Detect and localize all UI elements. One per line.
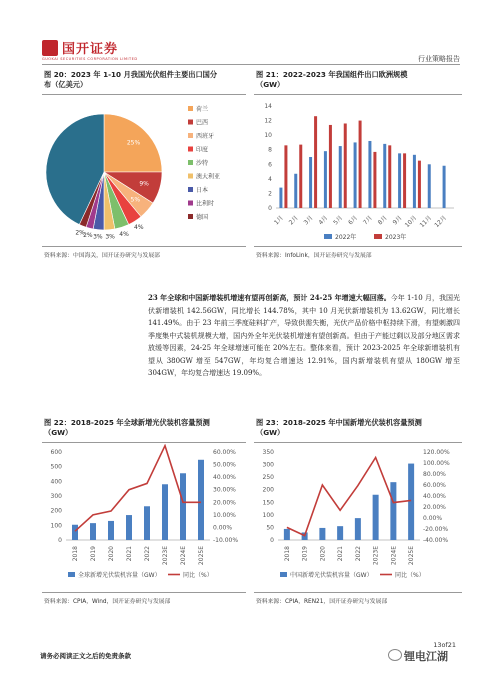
legend-label: 日本 — [196, 187, 209, 194]
page-number: 13of21 — [433, 641, 456, 649]
legend-swatch — [280, 572, 287, 577]
bar — [337, 526, 343, 540]
x-tick-label: 2024E — [180, 546, 187, 566]
bar — [355, 518, 361, 540]
y-tick-label: 400 — [50, 478, 62, 486]
y2-tick-label: 40.00% — [213, 474, 236, 482]
bar — [373, 152, 376, 208]
y2-tick-label: 50.00% — [213, 461, 236, 469]
pie-data-label: 2% — [83, 231, 93, 239]
pie-data-label: 3% — [105, 233, 115, 241]
legend-swatch — [188, 120, 193, 125]
y2-tick-label: -40.00% — [423, 537, 449, 544]
bar — [339, 146, 342, 208]
legend-label: 2022年 — [335, 234, 357, 241]
legend-swatch — [324, 234, 332, 239]
report-header — [0, 0, 500, 66]
fig22-title — [44, 418, 244, 438]
legend-label: 澳大利亚 — [196, 173, 221, 181]
y-tick-label: 12 — [264, 117, 272, 125]
pie-data-label: 9% — [139, 180, 149, 188]
bar — [383, 144, 386, 208]
bar — [428, 164, 431, 208]
header-divider — [42, 64, 460, 65]
legend-label: 中国新增光伏装机容量（GW） — [290, 572, 373, 579]
wechat-icon — [388, 649, 402, 661]
bar — [390, 482, 396, 540]
pie-data-label: 3% — [93, 233, 103, 241]
legend-swatch — [188, 147, 193, 152]
y-tick-label: 500 — [50, 463, 62, 471]
y2-tick-label: 120.00% — [423, 449, 450, 456]
fig22-title-line1: 图 22：2018-2025 年全球新增光伏装机容量预测 — [44, 418, 210, 427]
y2-tick-label: -10.00% — [213, 537, 239, 544]
bar — [354, 142, 357, 208]
x-tick-label: 6月 — [347, 214, 359, 227]
y-tick-label: 8 — [268, 146, 272, 154]
fig21-bottom-divider — [254, 246, 462, 247]
fig21-bar-chart — [254, 96, 462, 246]
x-tick-label: 2019 — [90, 546, 97, 562]
pie-data-label: 25% — [126, 139, 141, 147]
y2-tick-label: 100.00% — [423, 460, 450, 467]
bar — [344, 123, 347, 208]
y-tick-label: 100 — [262, 511, 274, 519]
logo-text: 国开证券 — [62, 42, 119, 57]
fig21-divider — [254, 94, 462, 95]
y-tick-label: 14 — [264, 103, 272, 110]
fig23-bottom-divider — [254, 592, 462, 593]
x-tick-label: 2022 — [354, 546, 362, 562]
legend-label: 比利时 — [196, 200, 215, 208]
y2-tick-label: 20.00% — [423, 504, 446, 511]
y2-tick-label: 10.00% — [213, 511, 236, 519]
x-tick-label: 2022 — [144, 546, 151, 562]
fig20-title-line2: 布（亿美元） — [44, 80, 88, 89]
legend-swatch — [188, 201, 193, 206]
x-tick-label: 5月 — [332, 214, 345, 227]
y-tick-label: 50 — [266, 524, 274, 532]
y-tick-label: 10 — [264, 132, 272, 140]
x-tick-label: 2024E — [390, 546, 398, 566]
legend-label: 2023年 — [385, 234, 407, 241]
x-tick-label: 2020 — [319, 546, 327, 562]
fig23-source: 资料来源：CPIA，REN21，国开证券研究与发展部 — [256, 599, 388, 605]
bar — [180, 473, 186, 540]
logo-icon — [42, 40, 58, 56]
bar — [398, 153, 401, 208]
fig21-title-line2: （GW） — [256, 80, 285, 89]
x-tick-label: 11月 — [418, 214, 434, 230]
x-tick-label: 2023E — [372, 546, 380, 566]
x-tick-label: 2023E — [162, 546, 169, 566]
legend-label: 同比（%） — [183, 572, 213, 579]
y-tick-label: 600 — [50, 449, 62, 456]
y2-tick-label: 60.00% — [423, 482, 446, 489]
legend-label: 巴西 — [196, 119, 209, 127]
legend-swatch — [188, 106, 193, 111]
bar — [368, 141, 371, 208]
pie-data-label: 5% — [130, 196, 141, 204]
fig20-divider — [42, 94, 246, 95]
bar — [418, 161, 421, 208]
bar — [443, 166, 446, 208]
legend-swatch — [374, 234, 382, 239]
x-tick-label: 2018 — [72, 546, 79, 562]
x-tick-label: 8月 — [376, 214, 389, 227]
fig21-title-line1: 图 21：2022-2023 年我国组件出口欧洲规模 — [256, 70, 408, 79]
y2-tick-label: -20.00% — [423, 526, 449, 533]
y-tick-label: 300 — [50, 493, 62, 500]
x-tick-label: 2018 — [283, 546, 291, 562]
x-tick-label: 4月 — [317, 214, 330, 227]
y-tick-label: 0 — [270, 537, 274, 544]
fig23-title-line2: （GW） — [256, 428, 285, 437]
bar — [126, 515, 132, 540]
fig23-divider — [254, 442, 462, 443]
y-tick-label: 6 — [268, 161, 272, 169]
legend-label: 西班牙 — [196, 133, 215, 140]
fig20-source: 资料来源：中国海关，国开证券研究与发展部 — [44, 253, 160, 259]
pie-data-label: 4% — [119, 230, 129, 238]
x-tick-label: 1月 — [272, 214, 285, 227]
x-tick-label: 7月 — [361, 214, 374, 227]
legend-swatch — [188, 174, 193, 179]
y-tick-label: 200 — [262, 486, 274, 494]
y-tick-label: 250 — [262, 474, 274, 482]
fig22-title-line2: （GW） — [44, 428, 73, 437]
bar — [294, 174, 297, 208]
bar — [284, 529, 290, 540]
x-tick-label: 2025E — [198, 546, 205, 566]
x-tick-label: 9月 — [391, 214, 404, 227]
pie-data-label: 2% — [75, 229, 85, 237]
legend-label: 印度 — [196, 146, 209, 154]
bar — [162, 484, 168, 540]
x-tick-label: 2019 — [301, 546, 309, 562]
fig20-title — [44, 70, 244, 90]
bar — [284, 145, 287, 208]
legend-swatch — [188, 187, 193, 192]
y2-tick-label: 0.00% — [423, 515, 443, 522]
x-tick-label: 2021 — [126, 546, 133, 562]
watermark: 锂电江湖 — [404, 650, 448, 663]
legend-label: 德国 — [196, 214, 209, 221]
fig20-pie-chart — [42, 96, 246, 246]
legend-swatch — [188, 133, 193, 138]
x-tick-label: 2月 — [287, 214, 300, 227]
y2-tick-label: 80.00% — [423, 471, 446, 478]
bar — [329, 125, 332, 208]
fig23-combo-chart — [254, 444, 462, 590]
fig23-title — [256, 418, 462, 438]
bar — [359, 121, 362, 208]
y-tick-label: 0 — [58, 537, 62, 544]
legend-label: 荷兰 — [196, 106, 209, 113]
bar — [408, 464, 414, 540]
legend-label: 同比（%） — [395, 572, 425, 579]
x-tick-label: 2020 — [108, 546, 115, 562]
section-label: 行业策略报告 — [418, 55, 460, 63]
bar — [72, 525, 78, 540]
bar — [403, 153, 406, 208]
bar — [388, 145, 391, 208]
x-tick-label: 10月 — [403, 214, 419, 230]
bar — [108, 521, 114, 540]
bar — [90, 523, 96, 540]
body-paragraph — [148, 292, 460, 380]
y2-tick-label: 0.00% — [213, 524, 233, 532]
pie-data-label: 4% — [134, 223, 144, 231]
y-tick-label: 4 — [268, 175, 272, 183]
y2-tick-label: 60.00% — [213, 449, 236, 456]
legend-swatch — [188, 214, 193, 219]
legend-swatch — [68, 572, 75, 577]
fig22-bottom-divider — [42, 592, 246, 593]
y-tick-label: 2 — [268, 190, 272, 198]
bar — [413, 155, 416, 208]
fig23-title-line1: 图 23：2018-2025 年中国新增光伏装机容量预测 — [256, 418, 422, 427]
fig20-title-line1: 图 20：2023 年 1-10 月我国光伏组件主要出口国分 — [44, 70, 218, 79]
fig22-source: 资料来源：CPIA，Wind，国开证券研究与发展部 — [44, 599, 171, 605]
disclaimer-note: 请务必阅读正文之后的免责条款 — [40, 652, 131, 660]
fig22-divider — [42, 442, 246, 443]
bar — [324, 151, 327, 208]
y2-tick-label: 30.00% — [213, 486, 236, 494]
fig22-combo-chart — [42, 444, 246, 590]
y-tick-label: 100 — [50, 522, 62, 530]
y-tick-label: 0 — [268, 205, 272, 212]
x-tick-label: 2021 — [337, 546, 345, 562]
y-tick-label: 300 — [262, 461, 274, 469]
y2-tick-label: 40.00% — [423, 493, 446, 500]
y-tick-label: 350 — [262, 449, 274, 456]
fig21-title — [256, 70, 462, 90]
y-tick-label: 200 — [50, 507, 62, 515]
logo-subtitle: GUOKAI SECURITIES CORPORATION LIMITED — [42, 57, 138, 61]
x-tick-label: 12月 — [433, 214, 448, 230]
bar — [144, 506, 150, 540]
bar — [279, 188, 282, 208]
paragraph-body: 今年 1-10 月，我国光伏新增装机 142.56GW，同比增长 144.78%，其中 10 月光伏新增装机为 13.62GW，同比增长 141.49%。由于 23 年前三季度硅料扩产，导致供需失衡，光伏产品价格中枢持续下滑，有望刺激四季度集中式装机规模大增，国内外全年光伏装机增速有望创新高。但由于产能过剩以及部分地区需求放缓等因素，24-25 年全球增速可能在 20%左右。整体来看，预计 2023-2025 年全球新增装机有望从 380GW 增至 547GW，年均复合增速达 12.91%，国内新增装机有望从 180GW 增至 304GW，年均复合增速达 19.09%。 — [148, 294, 460, 377]
x-tick-label: 2025E — [408, 546, 416, 566]
legend-label: 沙特 — [196, 160, 209, 167]
x-tick-label: 3月 — [302, 214, 315, 227]
fig21-source: 资料来源：InfoLink，国开证券研究与发展部 — [256, 253, 372, 259]
y2-tick-label: 20.00% — [213, 499, 236, 507]
bar — [299, 145, 302, 208]
paragraph-lead: 23 年全球和中国新增装机增速有望再创新高，预计 24-25 年增速大幅回落。 — [148, 293, 391, 302]
legend-label: 全球新增光伏装机容量（GW） — [78, 572, 161, 579]
legend-swatch — [188, 160, 193, 165]
bar — [319, 528, 325, 540]
y-tick-label: 150 — [262, 499, 274, 507]
bar — [309, 157, 312, 208]
bar — [198, 460, 204, 540]
bar — [373, 495, 379, 540]
fig20-bottom-divider — [42, 246, 246, 247]
bar — [314, 116, 317, 208]
